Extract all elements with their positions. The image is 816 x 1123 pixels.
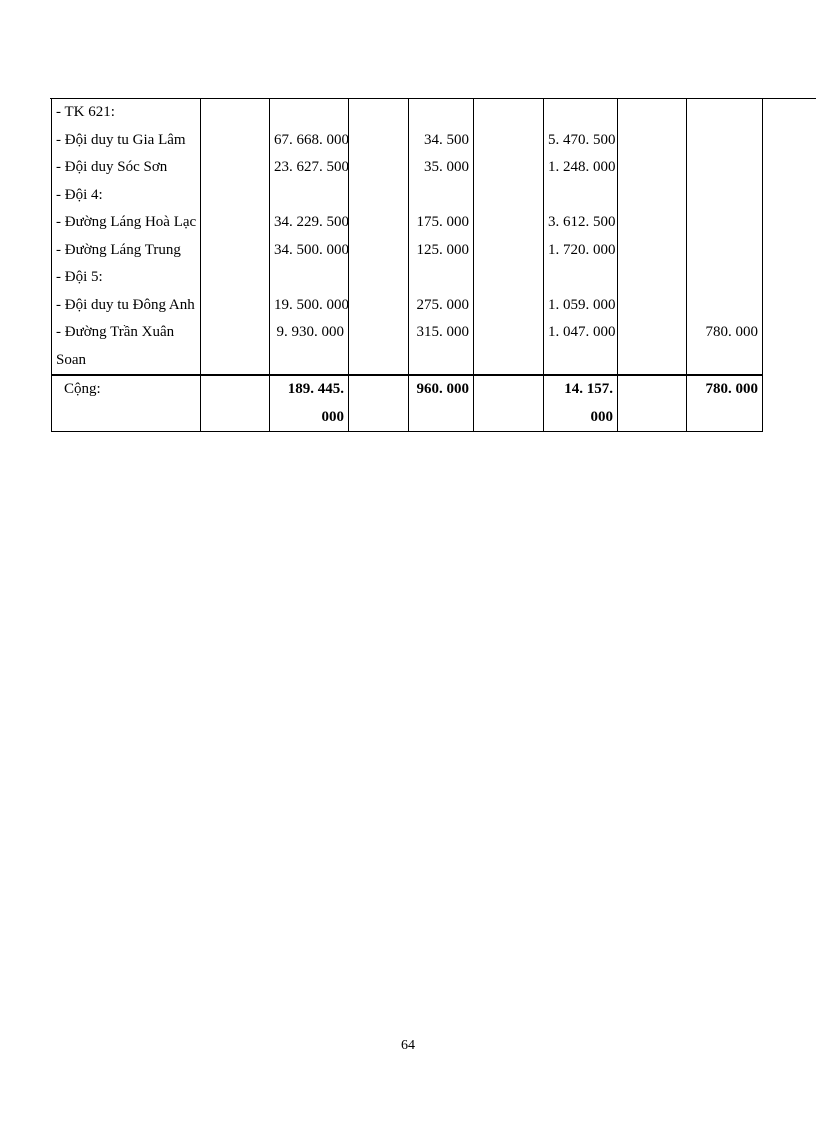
cell-value: 19. 500. 000: [274, 296, 349, 313]
row-label: - Đường Láng Hoà Lạc: [56, 214, 197, 230]
label-column: [52, 99, 201, 375]
cell-value: [274, 347, 344, 375]
cell-value: [413, 99, 469, 127]
cell-value: [691, 292, 758, 320]
cell-value: [691, 99, 758, 127]
total-value: 780. 000: [705, 381, 758, 397]
total-amount-2: [409, 375, 474, 432]
cell-value: 34. 500. 000: [274, 241, 349, 258]
total-amount-3: [544, 375, 618, 432]
cell-value: 1. 047. 000: [548, 324, 616, 340]
cell-value: [548, 347, 613, 375]
total-value: 000: [590, 408, 613, 425]
cell-value: [691, 182, 758, 210]
cell-value: [691, 237, 758, 265]
cell-value: [274, 182, 344, 210]
cell-value: [274, 99, 344, 127]
row-label: - Đường Láng Trung: [56, 241, 181, 258]
amount-column-4: [687, 99, 763, 375]
cell-value: 34. 500: [424, 131, 469, 148]
total-amount-1: [270, 375, 349, 432]
cell-value: [413, 264, 469, 292]
empty-column: [349, 99, 409, 375]
total-value: 14. 157.: [564, 381, 613, 397]
empty-column: [618, 375, 687, 432]
amount-column-1: [270, 99, 349, 375]
cell-value: 9. 930. 000: [276, 324, 344, 340]
detail-rows: [52, 99, 763, 375]
cell-value: 315. 000: [416, 324, 469, 340]
cell-value: 175. 000: [416, 214, 469, 230]
row-label: Soan: [56, 351, 86, 368]
cell-value: 1. 720. 000: [548, 241, 616, 258]
empty-column: [474, 99, 544, 375]
cell-value: [691, 154, 758, 182]
amount-column-2: [409, 99, 474, 375]
cell-value: [413, 347, 469, 375]
cell-value: [691, 347, 758, 375]
total-value: 960. 000: [416, 381, 469, 397]
cell-value: 1. 248. 000: [548, 159, 616, 175]
cell-value: [274, 264, 344, 292]
row-label: - Đội duy Sóc Sơn: [56, 159, 168, 175]
cell-value: 67. 668. 000: [274, 131, 349, 148]
cell-value: 125. 000: [416, 241, 469, 258]
cell-value: 5. 470. 500: [548, 131, 616, 148]
total-value: 189. 445.: [287, 381, 344, 397]
cell-value: 35. 000: [424, 159, 469, 175]
empty-column: [349, 375, 409, 432]
cell-value: 275. 000: [416, 296, 469, 313]
cell-value: 23. 627. 500: [274, 159, 349, 175]
row-label: - Đội duy tu Đông Anh: [56, 296, 195, 313]
empty-column: [201, 99, 270, 375]
cell-value: [548, 182, 613, 210]
cell-value: 1. 059. 000: [548, 296, 616, 313]
cost-table: [51, 99, 763, 432]
total-label-text: Cộng:: [64, 381, 101, 397]
total-value: 000: [321, 408, 344, 425]
row-label: - Đường Trần Xuân: [56, 324, 175, 340]
row-label: - Đội duy tu Gia Lâm: [56, 131, 186, 148]
total-row: [52, 375, 763, 432]
cell-value: [413, 182, 469, 210]
cell-value: 34. 229. 500: [274, 214, 349, 230]
cell-value: [691, 209, 758, 237]
cell-value: [691, 264, 758, 292]
total-label: [52, 375, 201, 432]
cell-value: [548, 99, 613, 127]
cell-value: [548, 264, 613, 292]
total-amount-4: [687, 375, 763, 432]
empty-column: [474, 375, 544, 432]
row-label: - TK 621:: [56, 104, 115, 120]
cell-value: 3. 612. 500: [548, 214, 616, 230]
cell-value: [691, 127, 758, 155]
cell-value: 780. 000: [705, 324, 758, 340]
row-label: - Đội 4:: [56, 186, 103, 203]
page-number: 64: [401, 1038, 415, 1053]
empty-column: [201, 375, 270, 432]
amount-column-3: [544, 99, 618, 375]
empty-column: [618, 99, 687, 375]
row-label: - Đội 5:: [56, 269, 103, 285]
